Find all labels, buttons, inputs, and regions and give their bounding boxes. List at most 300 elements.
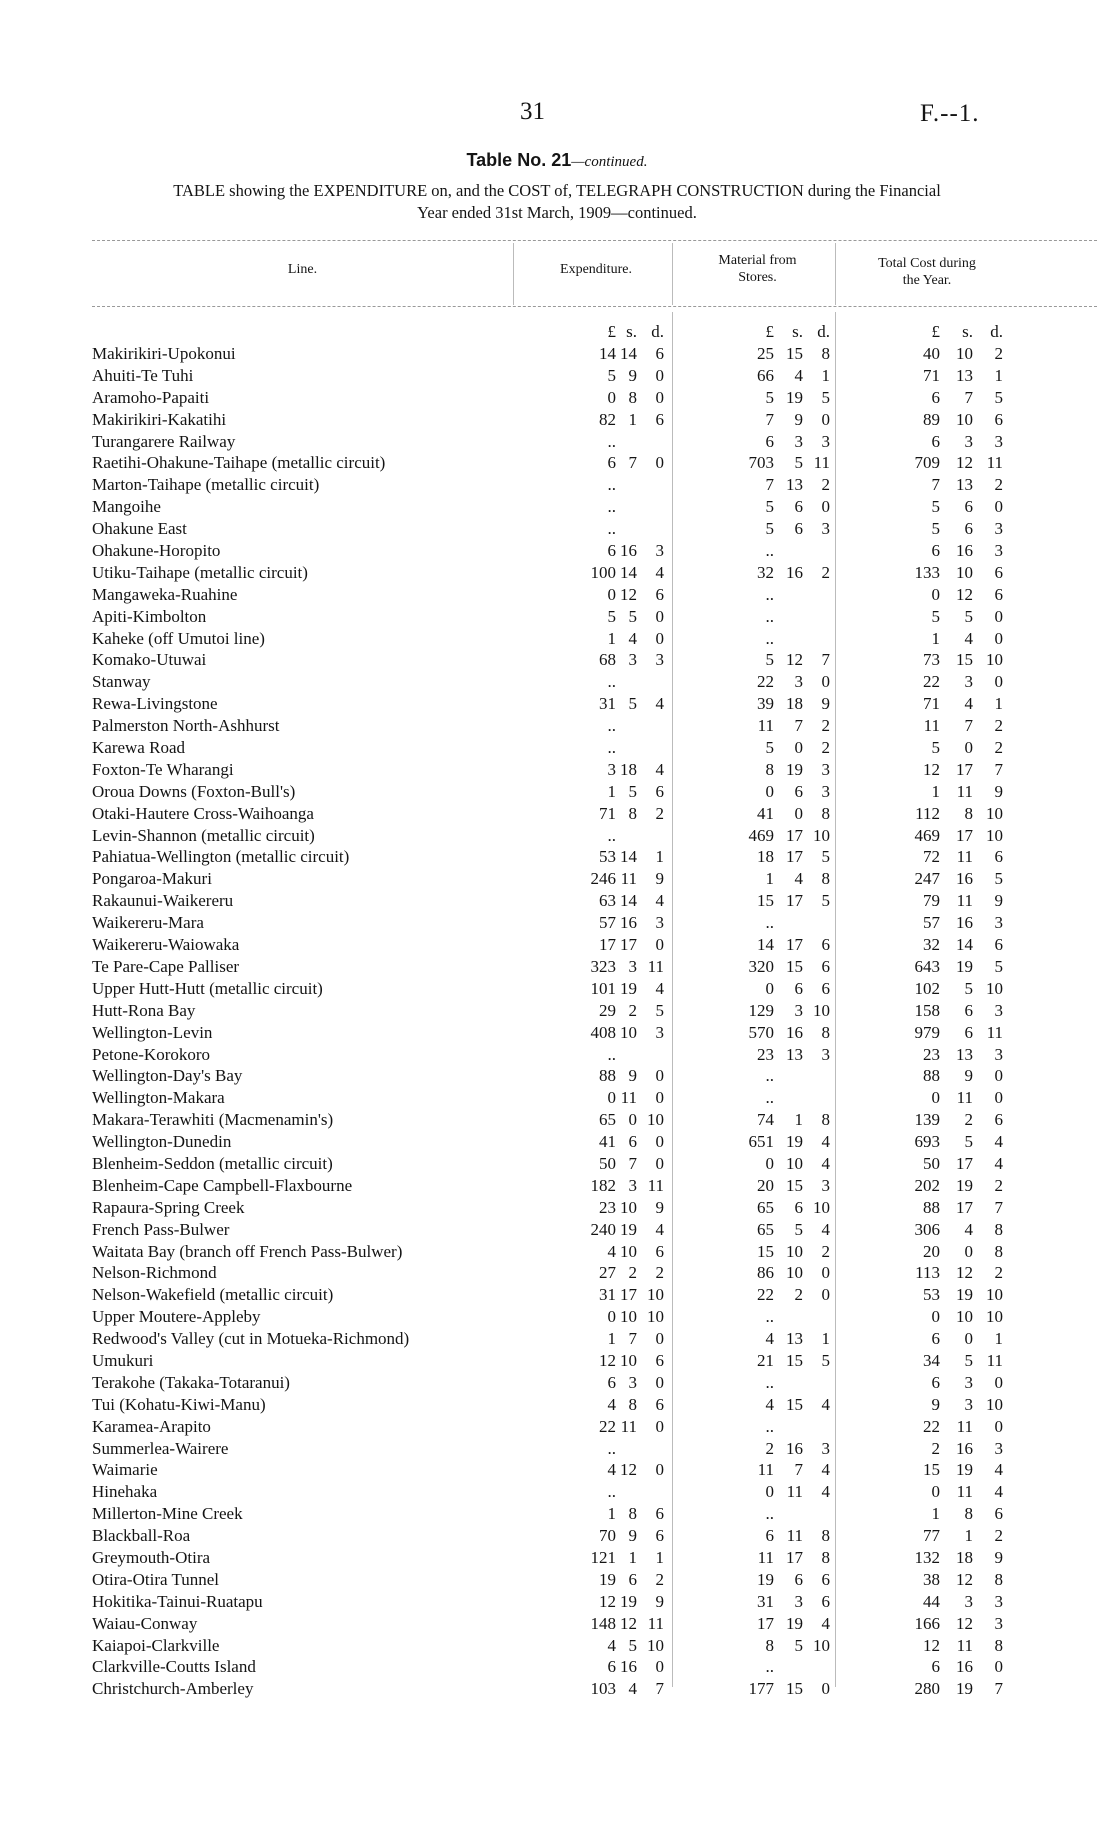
line-name: Waimarie <box>92 1460 158 1480</box>
table-row <box>0 365 1114 387</box>
table-row <box>0 540 1114 562</box>
line-name: Komako-Utuwai <box>92 650 207 670</box>
mat-pounds: 66 <box>757 365 774 385</box>
table-row <box>0 1131 1114 1153</box>
tot-pounds: 7 <box>931 475 940 495</box>
exp-shillings: 14 <box>620 562 637 582</box>
line-name: Rapaura-Spring Creek <box>92 1197 245 1217</box>
exp-shillings: 12 <box>620 1460 637 1480</box>
exp-pounds: 29 <box>599 1000 616 1020</box>
tot-shillings: 7 <box>964 716 973 736</box>
exp-pounds: 82 <box>599 409 616 429</box>
tot-pence: 6 <box>994 935 1003 955</box>
mat-shillings: 15 <box>786 344 803 363</box>
tot-pence: 6 <box>994 847 1003 867</box>
tot-pounds: 979 <box>914 1022 940 1042</box>
mat-pounds: 22 <box>757 1285 774 1305</box>
line-name: Wellington-Day's Bay <box>92 1066 243 1086</box>
table-row <box>0 934 1114 956</box>
tot-shillings: 11 <box>956 847 973 867</box>
exp-pence: 0 <box>655 1329 664 1349</box>
table-row <box>0 1262 1114 1284</box>
table-row <box>0 1241 1114 1263</box>
mat-pence: 4 <box>821 1460 830 1480</box>
line-name: Millerton-Mine Creek <box>92 1504 243 1524</box>
mat-pence: 10 <box>813 1197 830 1217</box>
line-name: Makara-Terawhiti (Macmenamin's) <box>92 1110 334 1130</box>
tot-pounds: 113 <box>915 1263 940 1283</box>
exp-pence: 9 <box>655 1197 664 1217</box>
tot-pence: 0 <box>994 1088 1003 1108</box>
mat-shillings: 16 <box>786 1438 803 1458</box>
mat-pounds: 0 <box>765 781 774 801</box>
line-name: Umukuri <box>92 1350 154 1370</box>
table-row <box>0 912 1114 934</box>
tot-pence: 0 <box>994 1416 1003 1436</box>
tot-shillings: 10 <box>956 1307 973 1327</box>
line-name: Ohakune East <box>92 519 187 539</box>
table-row <box>0 890 1114 912</box>
line-name: Te Pare-Cape Palliser <box>92 956 240 976</box>
tot-pence: 2 <box>994 1175 1003 1195</box>
mat-pounds: 570 <box>748 1022 774 1042</box>
mat-pounds: 74 <box>757 1110 774 1130</box>
exp-shillings: 10 <box>620 1350 637 1370</box>
exp-pounds: 0 <box>607 387 616 407</box>
mat-pence: 11 <box>813 453 830 473</box>
exp-pence: 6 <box>655 344 664 363</box>
line-name: Stanway <box>92 672 151 692</box>
tot-shillings: 9 <box>964 1066 973 1086</box>
tot-pounds: 6 <box>931 387 940 407</box>
tot-shillings: 12 <box>956 1613 973 1633</box>
mat-pounds: 23 <box>757 1044 774 1064</box>
exp-pounds: 12 <box>599 1350 616 1370</box>
mat-pounds: 25 <box>757 344 774 363</box>
line-name: Hokitika-Tainui-Ruatapu <box>92 1591 263 1611</box>
exp-pence: 0 <box>655 387 664 407</box>
exp-pounds: 1 <box>607 628 616 648</box>
mat-shillings: 3 <box>794 431 803 451</box>
mat-shillings: 7 <box>794 716 803 736</box>
line-name: Petone-Korokoro <box>92 1044 211 1064</box>
exp-pence: 9 <box>655 869 664 889</box>
tot-pence: 10 <box>986 1394 1003 1414</box>
tot-shillings: 4 <box>964 694 973 714</box>
header-top-rule <box>92 240 1097 241</box>
mat-shillings: 12 <box>786 650 803 670</box>
header-total-line1: Total Cost during <box>878 256 976 271</box>
tot-shillings: 6 <box>964 519 973 539</box>
exp-pence: 4 <box>655 759 664 779</box>
exp-pence: 0 <box>655 365 664 385</box>
mat-shillings: 5 <box>794 453 803 473</box>
exp-pounds: 182 <box>590 1175 616 1195</box>
table-row <box>0 628 1114 650</box>
exp-pounds: 6 <box>607 1372 616 1392</box>
line-name: Ohakune-Horopito <box>92 541 221 561</box>
exp-shillings: 5 <box>628 694 637 714</box>
table-row <box>0 1350 1114 1372</box>
exp-shillings: 17 <box>620 1285 637 1305</box>
tot-shillings: 16 <box>956 541 973 561</box>
tot-shillings: 12 <box>956 453 973 473</box>
exp-pounds: 408 <box>590 1022 616 1042</box>
table-row <box>0 781 1114 803</box>
exp-pence: 7 <box>655 1679 664 1699</box>
unit-pence-tot: d. <box>990 322 1003 341</box>
tot-pounds: 88 <box>923 1197 940 1217</box>
tot-shillings: 11 <box>956 1482 973 1502</box>
table-row <box>0 1569 1114 1591</box>
mat-pence: 8 <box>821 1110 830 1130</box>
exp-pence: 10 <box>647 1635 664 1655</box>
mat-pounds: 5 <box>765 650 774 670</box>
tot-shillings: 15 <box>956 650 973 670</box>
unit-pence-exp: d. <box>651 322 664 341</box>
mat-pence: 4 <box>821 1153 830 1173</box>
exp-pence: 3 <box>655 541 664 561</box>
tot-pence: 3 <box>994 431 1003 451</box>
exp-pounds: 246 <box>590 869 616 889</box>
tot-pounds: 6 <box>931 1657 940 1677</box>
table-row <box>0 387 1114 409</box>
tot-pounds: 643 <box>914 956 940 976</box>
tot-pounds: 1 <box>931 628 940 648</box>
mat-shillings: 16 <box>786 562 803 582</box>
mat-pence: 0 <box>821 1679 830 1699</box>
mat-shillings: 16 <box>786 1022 803 1042</box>
mat-pence: 3 <box>821 431 830 451</box>
mat-pence: 0 <box>821 1285 830 1305</box>
line-name: Foxton-Te Wharangi <box>92 759 234 779</box>
header-material-line2: Stores. <box>738 270 777 285</box>
tot-shillings: 17 <box>956 825 973 845</box>
exp-pounds: 71 <box>599 803 616 823</box>
exp-pence: 0 <box>655 1372 664 1392</box>
tot-pounds: 88 <box>923 1066 940 1086</box>
table-row <box>0 518 1114 540</box>
exp-pence: 5 <box>655 1000 664 1020</box>
tot-pence: 5 <box>994 956 1003 976</box>
tot-pounds: 1 <box>931 781 940 801</box>
mat-pence: 9 <box>821 694 830 714</box>
tot-pence: 11 <box>986 453 1003 473</box>
tot-shillings: 10 <box>956 409 973 429</box>
exp-shillings: 8 <box>628 803 637 823</box>
table-row <box>0 1065 1114 1087</box>
exp-shillings: 5 <box>628 781 637 801</box>
exp-shillings: 17 <box>620 935 637 955</box>
mat-pounds: 2 <box>765 1438 774 1458</box>
tot-pence: 6 <box>994 1504 1003 1524</box>
tot-shillings: 12 <box>956 584 973 604</box>
exp-shillings: 5 <box>628 1635 637 1655</box>
tot-pence: 2 <box>994 1263 1003 1283</box>
exp-pounds: 4 <box>607 1635 616 1655</box>
exp-pounds: 6 <box>607 541 616 561</box>
table-row <box>0 1219 1114 1241</box>
exp-pounds: 57 <box>599 913 616 933</box>
exp-pounds: 103 <box>590 1679 616 1699</box>
line-name: Nelson-Richmond <box>92 1263 217 1283</box>
exp-shillings: 14 <box>620 344 637 363</box>
mat-shillings: 15 <box>786 1394 803 1414</box>
mat-pence: 2 <box>821 475 830 495</box>
mat-shillings: 1 <box>794 1110 803 1130</box>
line-name: Karamea-Arapito <box>92 1416 211 1436</box>
table-row <box>0 343 1114 365</box>
tot-shillings: 7 <box>964 387 973 407</box>
exp-pence: 10 <box>647 1307 664 1327</box>
tot-pounds: 32 <box>923 935 940 955</box>
tot-pence: 4 <box>994 1153 1003 1173</box>
tot-shillings: 12 <box>956 1263 973 1283</box>
exp-pounds: .. <box>607 825 616 845</box>
tot-shillings: 3 <box>964 1591 973 1611</box>
mat-pence: 0 <box>821 497 830 517</box>
mat-pence: 0 <box>821 672 830 692</box>
tot-pence: 8 <box>994 1219 1003 1239</box>
exp-shillings: 4 <box>628 628 637 648</box>
exp-shillings: 16 <box>620 1657 637 1677</box>
line-name: French Pass-Bulwer <box>92 1219 230 1239</box>
exp-pounds: 4 <box>607 1241 616 1261</box>
mat-shillings: 13 <box>786 1329 803 1349</box>
mat-pounds: 0 <box>765 978 774 998</box>
table-row <box>0 1613 1114 1635</box>
mat-shillings: 2 <box>794 1285 803 1305</box>
tot-shillings: 3 <box>964 1394 973 1414</box>
mat-shillings: 15 <box>786 1679 803 1699</box>
mat-pounds: 15 <box>757 891 774 911</box>
table-row <box>0 1044 1114 1066</box>
exp-shillings: 0 <box>628 1110 637 1130</box>
tot-pence: 0 <box>994 497 1003 517</box>
mat-pounds: .. <box>765 1307 774 1327</box>
tot-pounds: 280 <box>914 1679 940 1699</box>
line-name: Kaheke (off Umutoi line) <box>92 628 265 648</box>
units-row <box>0 321 1114 343</box>
tot-pence: 8 <box>994 1635 1003 1655</box>
tot-shillings: 13 <box>956 1044 973 1064</box>
exp-pounds: 240 <box>590 1219 616 1239</box>
table-row <box>0 1087 1114 1109</box>
mat-pence: 4 <box>821 1394 830 1414</box>
line-name: Otira-Otira Tunnel <box>92 1569 220 1589</box>
tot-pounds: 73 <box>923 650 940 670</box>
mat-pounds: 11 <box>757 1547 774 1567</box>
tot-pounds: 132 <box>914 1547 940 1567</box>
exp-pounds: 22 <box>599 1416 616 1436</box>
tot-pounds: 102 <box>914 978 940 998</box>
mat-pounds: 469 <box>748 825 774 845</box>
table-row <box>0 1022 1114 1044</box>
mat-pounds: 11 <box>757 1460 774 1480</box>
tot-pounds: 5 <box>931 519 940 539</box>
mat-pence: 2 <box>821 562 830 582</box>
tot-pounds: 71 <box>923 694 940 714</box>
mat-pence: 4 <box>821 1132 830 1152</box>
table-row <box>0 1284 1114 1306</box>
tot-pence: 2 <box>994 344 1003 363</box>
tot-pence: 3 <box>994 1438 1003 1458</box>
line-name: Apiti-Kimbolton <box>92 606 207 626</box>
exp-shillings: 6 <box>628 1132 637 1152</box>
line-name: Waikereru-Mara <box>92 913 204 933</box>
exp-shillings: 11 <box>620 1088 637 1108</box>
mat-pounds: 320 <box>748 956 774 976</box>
mat-pounds: 11 <box>757 716 774 736</box>
table-row <box>0 671 1114 693</box>
mat-pence: 10 <box>813 1635 830 1655</box>
tot-pounds: 0 <box>931 1482 940 1502</box>
tot-pounds: 112 <box>915 803 940 823</box>
mat-pounds: .. <box>765 628 774 648</box>
line-name: Pahiatua-Wellington (metallic circuit) <box>92 847 350 867</box>
table-row <box>0 846 1114 868</box>
tot-shillings: 19 <box>956 1679 973 1699</box>
exp-pounds: 6 <box>607 453 616 473</box>
mat-pounds: 4 <box>765 1329 774 1349</box>
tot-pence: 0 <box>994 1657 1003 1677</box>
exp-shillings: 8 <box>628 1394 637 1414</box>
tot-pounds: 12 <box>923 759 940 779</box>
exp-pence: 9 <box>655 1591 664 1611</box>
tot-shillings: 5 <box>964 1132 973 1152</box>
table-row <box>0 1109 1114 1131</box>
exp-shillings: 2 <box>628 1000 637 1020</box>
line-name: Upper Hutt-Hutt (metallic circuit) <box>92 978 323 998</box>
line-name: Christchurch-Amberley <box>92 1679 254 1699</box>
exp-pence: 3 <box>655 913 664 933</box>
exp-pounds: 5 <box>607 365 616 385</box>
mat-pounds: .. <box>765 541 774 561</box>
exp-pence: 4 <box>655 891 664 911</box>
mat-pence: 10 <box>813 1000 830 1020</box>
line-name: Levin-Shannon (metallic circuit) <box>92 825 315 845</box>
table-caption-line2: Year ended 31st March, 1909—continued. <box>417 203 697 222</box>
mat-shillings: 10 <box>786 1241 803 1261</box>
exp-pounds: 121 <box>590 1547 616 1567</box>
mat-shillings: 17 <box>786 891 803 911</box>
tot-pounds: 22 <box>923 672 940 692</box>
line-name: Karewa Road <box>92 738 185 758</box>
table-caption-line1: TABLE showing the EXPENDITURE on, and the COST of, TELEGRAPH CONSTRUCTION during the Financial <box>173 181 941 200</box>
mat-pence: 1 <box>821 1329 830 1349</box>
exp-pence: 10 <box>647 1110 664 1130</box>
exp-shillings: 3 <box>628 650 637 670</box>
tot-pounds: 6 <box>931 1329 940 1349</box>
exp-pounds: .. <box>607 497 616 517</box>
tot-shillings: 8 <box>964 1504 973 1524</box>
exp-pounds: 4 <box>607 1460 616 1480</box>
mat-pounds: 8 <box>765 759 774 779</box>
mat-pence: 6 <box>821 978 830 998</box>
mat-shillings: 10 <box>786 1153 803 1173</box>
mat-shillings: 17 <box>786 825 803 845</box>
line-name: Blenheim-Seddon (metallic circuit) <box>92 1153 333 1173</box>
line-name: Wellington-Levin <box>92 1022 213 1042</box>
line-name: Waikereru-Waiowaka <box>92 935 240 955</box>
tot-pounds: 709 <box>914 453 940 473</box>
tot-pence: 6 <box>994 1110 1003 1130</box>
tot-pounds: 2 <box>931 1438 940 1458</box>
line-name: Upper Moutere-Appleby <box>92 1307 261 1327</box>
exp-pounds: .. <box>607 738 616 758</box>
exp-pence: 4 <box>655 1219 664 1239</box>
table-row <box>0 1175 1114 1197</box>
tot-pence: 6 <box>994 562 1003 582</box>
mat-pence: 0 <box>821 1263 830 1283</box>
mat-shillings: 5 <box>794 1635 803 1655</box>
exp-pounds: 1 <box>607 1329 616 1349</box>
tot-shillings: 19 <box>956 956 973 976</box>
tot-shillings: 8 <box>964 803 973 823</box>
mat-pounds: 6 <box>765 1526 774 1546</box>
tot-shillings: 5 <box>964 1350 973 1370</box>
exp-pence: 4 <box>655 562 664 582</box>
exp-pounds: .. <box>607 1044 616 1064</box>
line-name: Oroua Downs (Foxton-Bull's) <box>92 781 296 801</box>
tot-pounds: 139 <box>914 1110 940 1130</box>
exp-pounds: 27 <box>599 1263 616 1283</box>
table-row <box>0 1394 1114 1416</box>
mat-shillings: 6 <box>794 1569 803 1589</box>
table-row <box>0 1635 1114 1657</box>
tot-pounds: 71 <box>923 365 940 385</box>
tot-pounds: 57 <box>923 913 940 933</box>
tot-pounds: 15 <box>923 1460 940 1480</box>
unit-pence-mat: d. <box>817 322 830 341</box>
exp-pence: 0 <box>655 935 664 955</box>
mat-pounds: .. <box>765 1657 774 1677</box>
tot-shillings: 12 <box>956 1569 973 1589</box>
tot-pence: 4 <box>994 1460 1003 1480</box>
tot-pounds: 89 <box>923 409 940 429</box>
tot-shillings: 6 <box>964 497 973 517</box>
exp-shillings: 2 <box>628 1263 637 1283</box>
tot-shillings: 3 <box>964 431 973 451</box>
exp-pence: 4 <box>655 978 664 998</box>
tot-pounds: 0 <box>931 1307 940 1327</box>
table-row <box>0 606 1114 628</box>
exp-pounds: 70 <box>599 1526 616 1546</box>
exp-pence: 11 <box>647 956 664 976</box>
line-name: Aramoho-Papaiti <box>92 387 210 407</box>
mat-pounds: .. <box>765 1066 774 1086</box>
table-row <box>0 1459 1114 1481</box>
tot-shillings: 6 <box>964 1022 973 1042</box>
mat-shillings: 15 <box>786 1175 803 1195</box>
line-name: Blackball-Roa <box>92 1526 191 1546</box>
exp-shillings: 8 <box>628 1504 637 1524</box>
tot-pounds: 5 <box>931 606 940 626</box>
exp-pence: 3 <box>655 1022 664 1042</box>
mat-pounds: 7 <box>765 409 774 429</box>
line-name: Tui (Kohatu-Kiwi-Manu) <box>92 1394 266 1414</box>
exp-shillings: 6 <box>628 1569 637 1589</box>
tot-shillings: 5 <box>964 978 973 998</box>
tot-pounds: 166 <box>914 1613 940 1633</box>
mat-pounds: 18 <box>757 847 774 867</box>
exp-pence: 2 <box>655 1263 664 1283</box>
tot-pence: 2 <box>994 475 1003 495</box>
exp-pounds: 31 <box>599 694 616 714</box>
exp-pounds: 4 <box>607 1394 616 1414</box>
table-row <box>0 584 1114 606</box>
mat-shillings: 7 <box>794 1460 803 1480</box>
